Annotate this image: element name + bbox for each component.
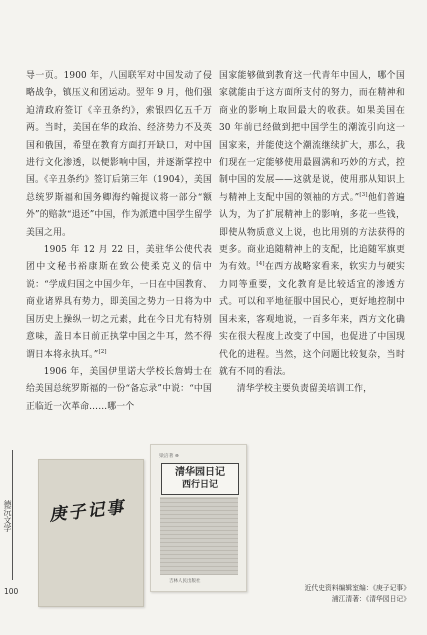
paragraph: 1905 年 12 月 22 日，美驻华公使代表团中文秘书裕康斯在致公使柔克义的信中说：“学成归国之中国少年，一日在中国教育、商业诸界具有势力，即美国之势力一日将为中国历史上操纵一切之元素，此在今日尤有特别意味，盖日本日前正执掌中国之牛耳，然不得谓日本将永执耳。”[2] — [26, 245, 212, 360]
footnote-ref: [3] — [359, 191, 368, 198]
book-publisher: 吉林人民出版社 — [169, 579, 201, 584]
paragraph: 清华学校主要负责留美培训工作， — [236, 384, 373, 395]
page-number: 100 — [4, 587, 19, 596]
book-author: 梁涪著 ⊕ — [159, 454, 179, 459]
book-cover-gengzi-jishi — [38, 459, 144, 607]
figure-caption — [305, 583, 410, 605]
cover-photo — [160, 497, 238, 575]
book-cover-qinghuayuan-riji — [150, 444, 247, 592]
left-text-column — [26, 68, 212, 416]
paragraph: 1906 年，美国伊里诺大学校长詹姆士在给美国总统罗斯福的一份“备忘录”中说：“中国正临近一次革命……哪一个 — [26, 366, 212, 412]
right-text-column — [219, 68, 405, 399]
caption-line: 浦江清著：《清华园日记》 — [331, 595, 410, 603]
book-title: 庚子记事 — [48, 497, 127, 526]
paragraph: 国家能够做到教育这一代青年中国人，哪个国家就能由于这方面所支付的努力，而在精神和商业的影响上取回最大的收获。如果美国在 30 年前已经做到把中国学生的潮流引向这一国家来，并能使这个潮流继续扩大，那么，我们现在一定能够使用最圆满和巧妙的方式，控制中国的发展——这就是说，使用那从知识上与精神上支配中国的领袖的方式。”[3]他们普遍认为，为了扩展精神上的影响，多花一些钱，即使从物质意义上说，也比用别的方法获得的更多。商业追随精神上的支配，比追随军旗更为有效。[4]在西方战略家看来，软实力与硬实力同等重要，文化教育是比较适宜的渗透方式。可以和平地征服中国民心，更好地控制中国未来，客观地说，一百多年来，西方文化确实在很大程度上改变了中国，也促进了中国现代化的进程。当然，这个问题比较复杂，当时就有不同的看法。 — [219, 71, 405, 377]
book-title-block — [161, 463, 239, 495]
book-title: 清华园日记 — [175, 467, 225, 478]
paragraph: 导一页。1900 年，八国联军对中国发动了侵略战争，镇压义和团运动。翌年 9 月，他们强迫清政府签订《辛丑条约》，索银四亿五千万两。当时，美国在华的政治、经济势力不及英国和俄国，希望在教育方面打开缺口，对中国进行文化渗透，以便影响中国，并逐渐掌控中国。《辛丑条约》签订后第三年（1904），美国总统罗斯福和国务卿海约翰提议将一部分“额外”的赔款“退还”中国，作为派遣中国学生留学美国之用。 — [26, 71, 212, 238]
footnote-ref: [4] — [256, 261, 265, 268]
section-label: 德沅文学 — [3, 500, 12, 532]
caption-line: 近代史资料编辑室编：《庚子记事》 — [304, 584, 410, 592]
footnote-ref: [2] — [98, 348, 107, 355]
book-subtitle: 西行日记 — [181, 480, 218, 490]
